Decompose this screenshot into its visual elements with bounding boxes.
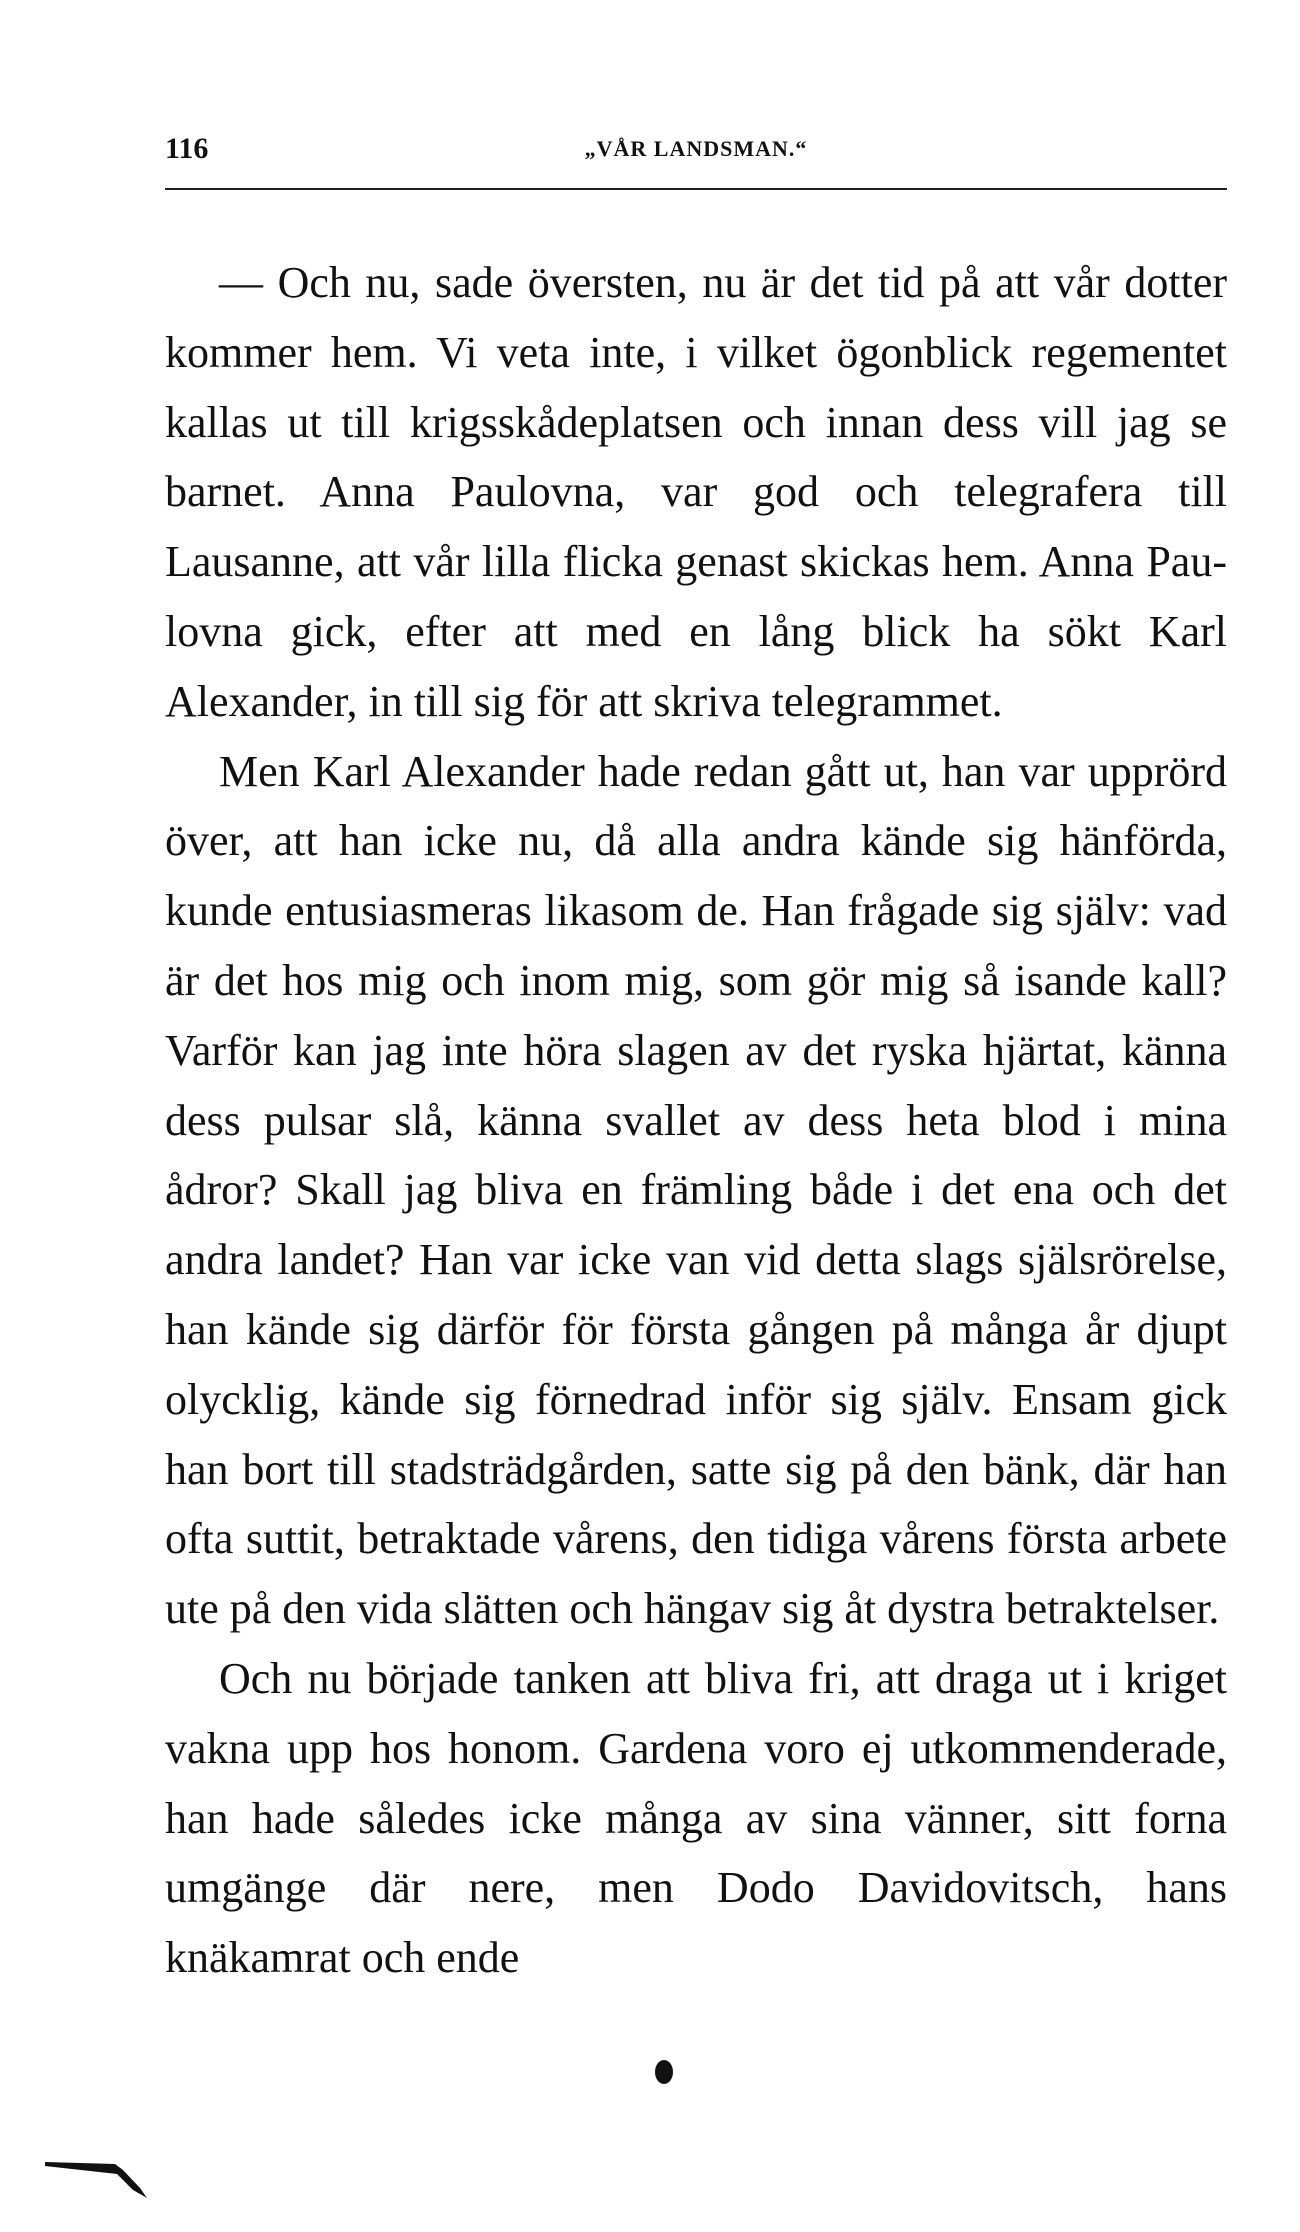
paragraph-2: Men Karl Alexander hade redan gått ut, han var upprörd över, att han icke nu, då alla andra kände sig hänförda, kunde entusiasmeras likasom de. Han frågade sig själv: vad är det hos mig och inom mig, som gör mig så isande kall? Varför kan jag inte höra slagen av det ryska hjärtat, känna dess pulsar slå, känna svallet av dess heta blod i mina ådror? Skall jag bliva en främling både i det ena och det andra landet? Han var icke van vid detta slags själsrörelse, han kände sig därför för första gången på många år djupt olycklig, kände sig förnedrad inför sig själv. Ensam gick han bort till stadsträdgården, satte sig på den bänk, där han ofta suttit, betraktade vårens, den tidiga vårens första arbete ute på den vida slätten och hängav sig åt dystra betraktelser. <box>165 746 1227 1634</box>
body-text <box>165 248 1227 1993</box>
paragraph-1: — Och nu, sade översten, nu är det tid på att vår dotter kommer hem. Vi veta inte, i vilket ögonblick regementet kallas ut till krigsskådeplatsen och innan dess vill jag se barnet. Anna Paulovna, var god och telegrafera till Lausanne, att vår lilla flicka genast skickas hem. Anna Paulovna gick, efter att med en lång blick ha sökt Karl Alexander, in till sig för att skriva telegrammet. <box>165 258 1227 726</box>
running-title: „VÅR LANDSMAN.“ <box>584 136 808 161</box>
running-head <box>165 132 1227 172</box>
ink-dot-mark <box>655 2060 673 2084</box>
book-page <box>165 0 1227 2232</box>
paragraph-3: Och nu började tanken att bliva fri, att draga ut i kriget vakna upp hos honom. Gardena voro ej utkommenderade, han hade således icke många av sina vänner, sitt forna umgänge där nere, men Dodo Davidovitsch, hans knäkamrat och ende <box>165 1653 1227 1983</box>
scan-corner-mark <box>45 2150 165 2200</box>
page-number: 116 <box>165 132 209 165</box>
header-rule <box>165 188 1227 190</box>
